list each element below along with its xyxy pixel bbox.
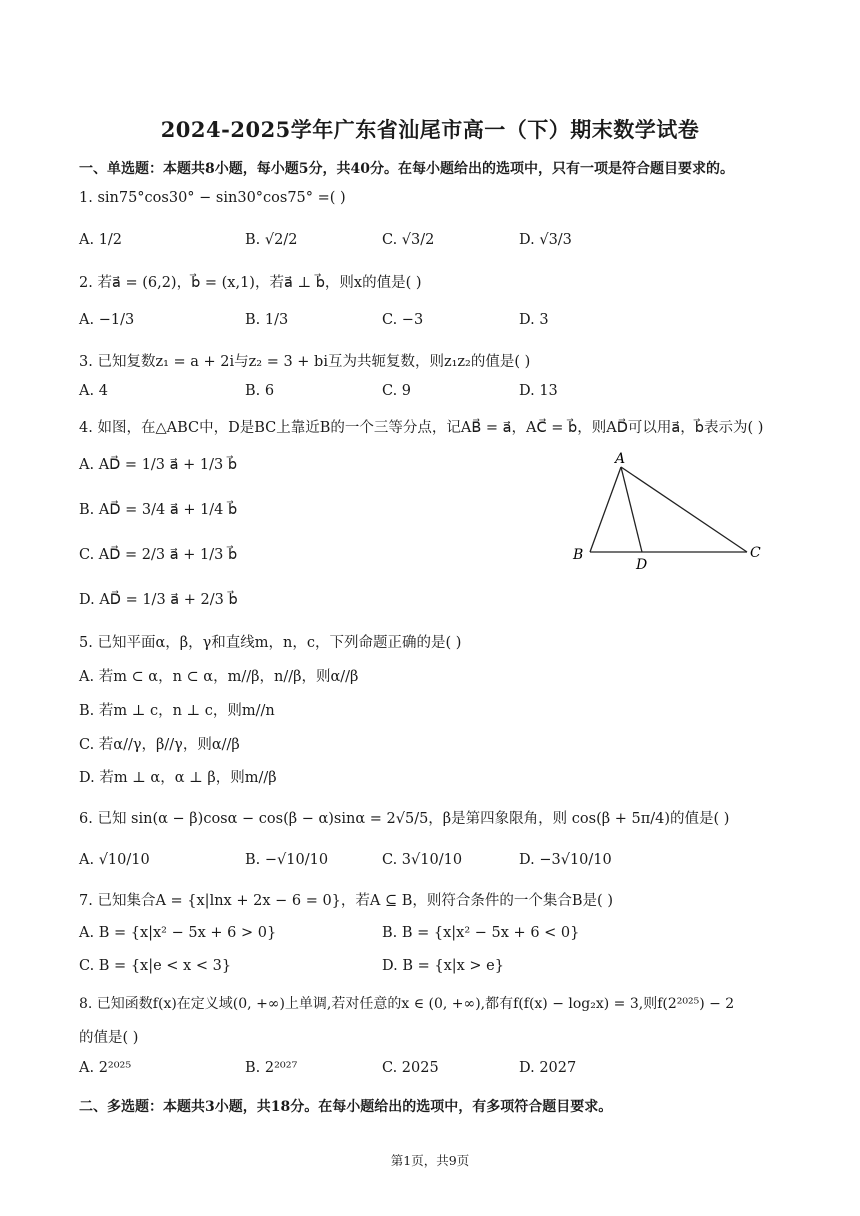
q4-option-c: C. AD⃗ = 2/3 a⃗ + 1/3 b⃗ xyxy=(79,547,238,563)
triangle-abc-figure xyxy=(565,445,775,575)
q4-option-d: D. AD⃗ = 1/3 a⃗ + 2/3 b⃗ xyxy=(79,592,238,608)
q8-option-d: D. 2027 xyxy=(519,1060,577,1076)
q6-option-d: D. −3√10/10 xyxy=(519,852,612,868)
q1-option-c: C. √3/2 xyxy=(382,232,435,248)
question-6: 6. 已知 sin(α − β)cosα − cos(β − α)sinα = 2√5/5，β是第四象限角，则 cos(β + 5π/4)的值是( ) xyxy=(79,811,730,827)
q3-option-b: B. 6 xyxy=(245,383,275,399)
q5-option-a: A. 若m ⊂ α，n ⊂ α，m//β，n//β，则α//β xyxy=(79,669,359,685)
q2-option-a: A. −1/3 xyxy=(79,312,135,328)
page-footer: 第1页，共9页 xyxy=(390,1153,470,1168)
side-ac xyxy=(621,467,747,552)
question-2: 2. 若a⃗ = (6,2)，b⃗ = (x,1)，若a⃗ ⊥ b⃗，则x的值是( ) xyxy=(79,275,422,291)
q6-option-c: C. 3√10/10 xyxy=(382,852,463,868)
q5-option-c: C. 若α//γ，β//γ，则α//β xyxy=(79,737,240,753)
section-heading-multiple-choice: 二、多选题：本题共3小题，共18分。在每小题给出的选项中，有多项符合题目要求。 xyxy=(79,1099,613,1115)
q6-option-b: B. −√10/10 xyxy=(245,852,329,868)
q2-option-b: B. 1/3 xyxy=(245,312,289,328)
question-8-continued: 的值是( ) xyxy=(79,1030,139,1046)
q2-option-d: D. 3 xyxy=(519,312,549,328)
q5-option-d: D. 若m ⊥ α，α ⊥ β，则m//β xyxy=(79,770,277,786)
label-d: D xyxy=(636,557,648,573)
q4-option-a: A. AD⃗ = 1/3 a⃗ + 1/3 b⃗ xyxy=(79,457,238,473)
question-1: 1. sin75°cos30° − sin30°cos75° =( ) xyxy=(79,190,346,206)
q1-option-b: B. √2/2 xyxy=(245,232,298,248)
label-a: A xyxy=(615,451,626,467)
q3-option-d: D. 13 xyxy=(519,383,558,399)
q5-option-b: B. 若m ⊥ c，n ⊥ c，则m//n xyxy=(79,703,275,719)
section-heading-single-choice: 一、单选题：本题共8小题，每小题5分，共40分。在每小题给出的选项中，只有一项是符合题目要求的。 xyxy=(79,161,734,177)
label-b: B xyxy=(573,547,584,563)
q8-option-c: C. 2025 xyxy=(382,1060,439,1076)
question-4: 4. 如图，在△ABC中，D是BC上靠近B的一个三等分点，记AB⃗ = a⃗，AC⃗ = b⃗，则AD⃗可以用a⃗，b⃗表示为( ) xyxy=(79,420,764,436)
q2-option-c: C. −3 xyxy=(382,312,424,328)
question-3: 3. 已知复数z₁ = a + 2i与z₂ = 3 + bi互为共轭复数，则z₁z₂的值是( ) xyxy=(79,354,531,370)
label-c: C xyxy=(750,545,761,561)
q8-option-b: B. 2²⁰²⁷ xyxy=(245,1060,298,1076)
q6-option-a: A. √10/10 xyxy=(79,852,150,868)
side-ab xyxy=(590,467,621,552)
q7-option-a: A. B = {x|x² − 5x + 6 > 0} xyxy=(79,925,277,941)
question-7: 7. 已知集合A = {x|lnx + 2x − 6 = 0}，若A ⊆ B，则符合条件的一个集合B是( ) xyxy=(79,893,613,909)
page-title: 2024-2025学年广东省汕尾市高一（下）期末数学试卷 xyxy=(160,117,700,142)
q7-option-d: D. B = {x|x > e} xyxy=(382,958,504,974)
question-8: 8. 已知函数f(x)在定义域(0, +∞)上单调,若对任意的x ∈ (0, +∞),都有f(f(x) − log₂x) = 3,则f(2²⁰²⁵) − 2 xyxy=(79,996,735,1012)
q7-option-b: B. B = {x|x² − 5x + 6 < 0} xyxy=(382,925,580,941)
q8-option-a: A. 2²⁰²⁵ xyxy=(79,1060,132,1076)
q7-option-c: C. B = {x|e < x < 3} xyxy=(79,958,232,974)
q3-option-c: C. 9 xyxy=(382,383,412,399)
q1-option-d: D. √3/3 xyxy=(519,232,572,248)
q4-option-b: B. AD⃗ = 3/4 a⃗ + 1/4 b⃗ xyxy=(79,502,238,518)
q3-option-a: A. 4 xyxy=(79,383,108,399)
q1-option-a: A. 1/2 xyxy=(79,232,123,248)
question-5: 5. 已知平面α，β，γ和直线m，n，c，下列命题正确的是( ) xyxy=(79,635,462,651)
